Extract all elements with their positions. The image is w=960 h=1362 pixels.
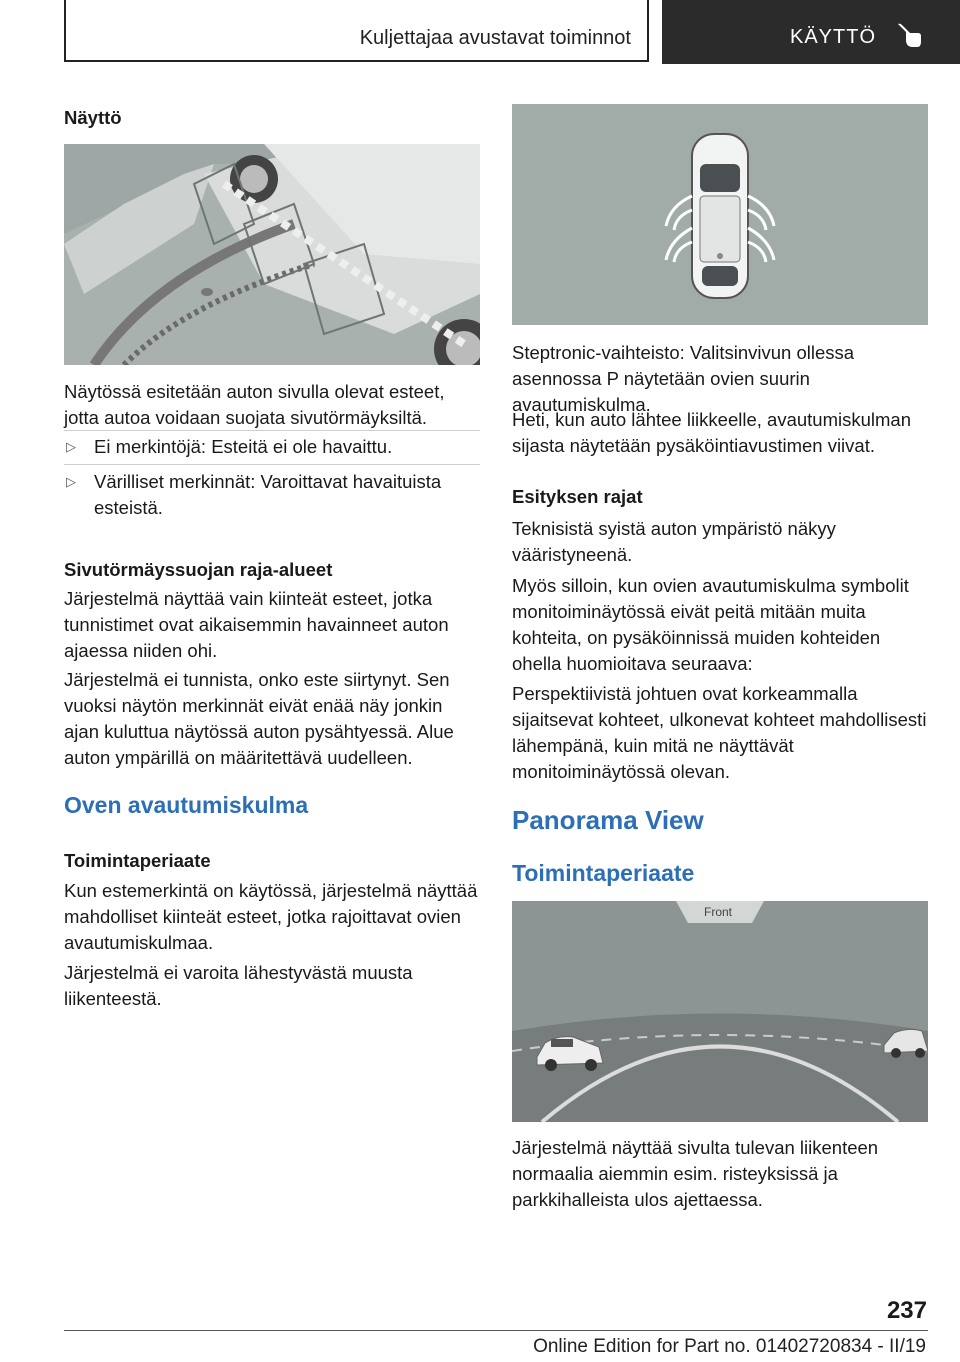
figure-side-obstacles bbox=[64, 144, 480, 365]
bullet-text: Ei merkintöjä: Esteitä ei ole havaittu. bbox=[94, 436, 393, 457]
heading-limits: Esityksen rajat bbox=[512, 486, 643, 507]
heading-zones: Sivutörmäyssuojan raja-alueet bbox=[64, 559, 333, 580]
heading-display: Näyttö bbox=[64, 107, 122, 128]
divider bbox=[64, 464, 480, 465]
footer-divider bbox=[64, 1330, 928, 1331]
left-para-5: Järjestelmä ei varoita lähestyvästä muusta liikenteestä. bbox=[64, 962, 413, 1009]
header-chapter-label: KÄYTTÖ bbox=[790, 26, 877, 48]
figure-front-label: Front bbox=[704, 905, 733, 919]
header-chapter-tab bbox=[662, 0, 960, 64]
page-number: 237 bbox=[886, 1297, 927, 1324]
bullet-text: Värilliset merkinnät: Varoittavat havaituista esteistä. bbox=[94, 471, 442, 518]
figure-door-angle-topview bbox=[512, 104, 928, 325]
figure-panorama-view bbox=[512, 901, 928, 1122]
divider bbox=[64, 430, 480, 431]
right-para-6: Järjestelmä näyttää sivulta tulevan liikenteen normaalia aiemmin esim. risteyksissä ja parkkihalleista ulos ajettaessa. bbox=[512, 1137, 879, 1210]
header-section-box bbox=[64, 0, 649, 62]
right-para-4: Myös silloin, kun ovien avautumiskulma symbolit monitoiminäytössä eivät peitä mitään muita kohteita, on pysäköinnissä muiden kohteiden ohella huomioitava seuraava: bbox=[512, 575, 909, 674]
heading-principle-right: Toimintaperiaate bbox=[512, 860, 695, 886]
pointing-hand-icon bbox=[894, 20, 924, 50]
right-para-5: Perspektiivistä johtuen ovat korkeammalla sijaitsevat kohteet, ulkonevat kohteet mahdollisesti lähempänä, kuin mitä ne näyttävät monitoiminäytössä olevan. bbox=[512, 683, 927, 782]
heading-door-angle: Oven avautumiskulma bbox=[64, 792, 309, 818]
heading-principle-left: Toimintaperiaate bbox=[64, 850, 211, 871]
footer-edition: Online Edition for Part no. 01402720834 - II/19 bbox=[533, 1336, 926, 1357]
right-para-3: Teknisistä syistä auton ympäristö näkyy vääristyneenä. bbox=[512, 518, 836, 565]
left-para-3: Järjestelmä ei tunnista, onko este siirtynyt. Sen vuoksi näytön merkinnät eivät enää näy jonkin ajan kuluttua näytössä auton pysähtyessä. Alue auton ympärillä on määritettävä uudelleen. bbox=[64, 669, 454, 768]
header-section-title: Kuljettajaa avustavat toiminnot bbox=[359, 27, 631, 49]
left-para-4: Kun estemerkintä on käytössä, järjestelmä näyttää mahdolliset kiinteät esteet, jotka rajoittavat ovien avautumiskulmaa. bbox=[64, 880, 478, 953]
triangle-bullet-icon: ▷ bbox=[66, 474, 76, 489]
heading-panorama-view: Panorama View bbox=[512, 805, 704, 835]
right-para-1: Steptronic-vaihteisto: Valitsinvivun ollessa asennossa P näytetään ovien suurin avautumiskulma. bbox=[512, 342, 855, 415]
left-para-2: Järjestelmä näyttää vain kiinteät esteet, jotka tunnistimet ovat aikaisemmin havainneet auton ajaessa niiden ohi. bbox=[64, 588, 449, 661]
right-para-2: Heti, kun auto lähtee liikkeelle, avautumiskulman sijasta näytetään pysäköintiavustimen viivat. bbox=[512, 409, 911, 456]
left-para-1: Näytössä esitetään auton sivulla olevat esteet, jotta autoa voidaan suojata sivutörmäyksiltä. bbox=[64, 381, 445, 428]
triangle-bullet-icon: ▷ bbox=[66, 439, 76, 454]
